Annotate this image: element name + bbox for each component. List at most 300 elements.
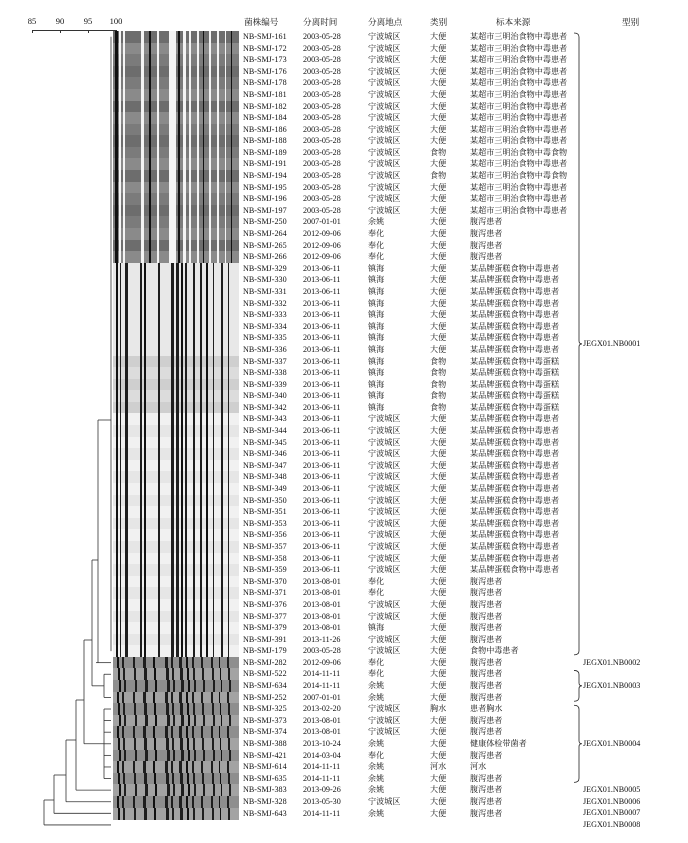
gel-band <box>176 634 179 646</box>
gel-band <box>157 135 159 147</box>
gel-lane <box>113 390 239 402</box>
gel-band <box>228 622 229 634</box>
gel-band <box>209 182 211 194</box>
gel-band <box>206 286 208 298</box>
gel-band <box>149 205 151 217</box>
gel-band <box>158 274 160 286</box>
gel-band <box>181 506 183 518</box>
gel-band <box>213 321 214 333</box>
isolation-place-cell: 宁波城区 <box>368 426 401 436</box>
gel-band <box>120 390 121 402</box>
gel-band <box>225 89 226 101</box>
gel-band <box>122 692 124 704</box>
gel-band <box>231 193 232 205</box>
strain-id-cell: NB-SMJ-346 <box>243 449 287 459</box>
gel-band <box>228 367 229 379</box>
gel-band <box>203 135 204 147</box>
gel-band <box>193 738 195 750</box>
gel-band <box>120 576 121 588</box>
isolation-date-cell: 2013-06-11 <box>303 379 341 389</box>
sample-source-cell: 某品牌蛋糕食物中毒蛋糕 <box>470 368 560 378</box>
gel-band <box>144 425 146 437</box>
gel-lane <box>113 715 239 727</box>
strain-id-cell: NB-SMJ-197 <box>243 205 287 215</box>
gel-lane <box>113 726 239 738</box>
gel-band <box>158 483 160 495</box>
gel-band <box>117 657 119 669</box>
gel-band <box>125 379 128 391</box>
gel-band <box>200 298 202 310</box>
gel-band <box>193 471 195 483</box>
isolation-date-cell: 2013-06-11 <box>303 507 341 517</box>
gel-band <box>181 622 183 634</box>
gel-lane <box>113 135 239 147</box>
gel-band <box>183 101 186 113</box>
gel-band <box>193 645 195 657</box>
gel-band <box>116 437 118 449</box>
isolation-place-cell: 宁波城区 <box>368 55 401 65</box>
gel-band <box>171 576 174 588</box>
gel-band <box>186 726 188 738</box>
sample-source-cell: 某超市三明治食物中毒患者 <box>470 159 568 169</box>
gel-band <box>189 228 191 240</box>
gel-band <box>193 541 195 553</box>
gel-band <box>189 240 191 252</box>
gel-lane <box>113 147 239 159</box>
gel-band <box>183 205 186 217</box>
gel-band <box>153 657 155 669</box>
gel-band <box>158 645 160 657</box>
gel-band <box>197 216 199 228</box>
isolation-date-cell: 2013-06-11 <box>303 495 341 505</box>
type-label: JEGX01.NB0007 <box>583 808 641 818</box>
gel-band <box>185 437 187 449</box>
isolation-date-cell: 2013-05-30 <box>303 796 341 806</box>
gel-band <box>173 101 176 113</box>
sample-category-cell: 大便 <box>430 321 447 331</box>
gel-band <box>193 437 195 449</box>
gel-band <box>119 182 121 194</box>
strain-id-cell: NB-SMJ-250 <box>243 217 287 227</box>
gel-band <box>144 437 146 449</box>
gel-band <box>119 205 121 217</box>
gel-band <box>176 611 179 623</box>
gel-band <box>144 367 146 379</box>
gel-band <box>176 576 179 588</box>
gel-band <box>176 425 179 437</box>
gel-band <box>167 784 170 796</box>
gel-band <box>221 611 223 623</box>
gel-band <box>149 77 151 89</box>
gel-band <box>125 553 128 565</box>
sample-category-cell: 大便 <box>430 692 447 702</box>
isolation-place-cell: 宁波城区 <box>368 541 401 551</box>
gel-band <box>120 564 121 576</box>
isolation-date-cell: 2013-08-01 <box>303 727 341 737</box>
gel-band <box>171 506 174 518</box>
gel-band <box>181 715 184 727</box>
sample-source-cell: 腹泻患者 <box>470 576 503 586</box>
gel-band <box>189 77 191 89</box>
sample-category-cell: 食物 <box>430 368 447 378</box>
gel-band <box>135 784 137 796</box>
gel-band <box>144 808 147 820</box>
gel-band <box>173 147 176 159</box>
gel-band <box>125 576 128 588</box>
gel-band <box>203 182 204 194</box>
isolation-place-cell: 宁波城区 <box>368 518 401 528</box>
gel-band <box>183 193 186 205</box>
strain-id-cell: NB-SMJ-348 <box>243 472 287 482</box>
gel-band <box>200 529 202 541</box>
gel-band <box>181 611 183 623</box>
isolation-date-cell: 2013-08-01 <box>303 715 341 725</box>
isolation-place-cell: 余姚 <box>368 762 385 772</box>
sample-source-cell: 某超市三明治食物中毒患者 <box>470 32 568 41</box>
gel-band <box>117 726 119 738</box>
isolation-place-cell: 宁波城区 <box>368 449 401 459</box>
gel-band <box>200 286 202 298</box>
strain-id-cell: NB-SMJ-196 <box>243 194 287 204</box>
gel-band <box>221 518 223 530</box>
sample-category-cell: 大便 <box>430 565 447 575</box>
gel-band <box>120 622 121 634</box>
isolation-date-cell: 2003-05-28 <box>303 205 341 215</box>
gel-band <box>125 518 128 530</box>
gel-band <box>171 437 174 449</box>
isolation-date-cell: 2014-11-11 <box>303 669 341 679</box>
gel-band <box>120 367 121 379</box>
gel-band <box>194 784 196 796</box>
gel-band <box>206 298 208 310</box>
gel-band <box>209 135 211 147</box>
gel-band <box>220 738 221 750</box>
isolation-date-cell: 2003-05-28 <box>303 113 341 123</box>
isolation-place-cell: 宁波城区 <box>368 472 401 482</box>
gel-band <box>115 112 118 124</box>
gel-lane <box>113 460 239 472</box>
gel-band <box>171 761 173 773</box>
strain-id-cell: NB-SMJ-377 <box>243 611 287 621</box>
gel-band <box>219 726 220 738</box>
sample-source-cell: 腹泻患者 <box>470 681 503 691</box>
gel-band <box>119 124 121 136</box>
gel-band <box>200 460 202 472</box>
gel-band <box>124 750 126 762</box>
strain-id-cell: NB-SMJ-178 <box>243 78 287 88</box>
gel-band <box>141 124 144 136</box>
gel-band <box>158 506 160 518</box>
gel-band <box>141 101 144 113</box>
gel-band <box>144 286 146 298</box>
gel-band <box>185 460 187 472</box>
isolation-place-cell: 奉化 <box>368 252 385 262</box>
isolation-place-cell: 镇海 <box>368 391 385 401</box>
sample-category-cell: 大便 <box>430 194 447 204</box>
gel-band <box>123 170 125 182</box>
gel-band <box>116 599 118 611</box>
gel-band <box>140 356 142 368</box>
strain-id-cell: NB-SMJ-522 <box>243 669 287 679</box>
gel-band <box>228 541 229 553</box>
gel-lane <box>113 541 239 553</box>
gel-band <box>185 344 187 356</box>
gel-band <box>231 124 232 136</box>
header-strain-id: 菌株编号 <box>244 18 279 28</box>
gel-band <box>209 240 211 252</box>
gel-band <box>197 170 199 182</box>
gel-band <box>200 379 202 391</box>
gel-band <box>219 761 220 773</box>
sample-source-cell: 某超市三明治食物中毒患者 <box>470 78 568 88</box>
strain-id-cell: NB-SMJ-181 <box>243 89 287 99</box>
gel-band <box>116 518 118 530</box>
gel-band <box>171 529 174 541</box>
isolation-date-cell: 2012-09-06 <box>303 240 341 250</box>
gel-band <box>181 390 183 402</box>
gel-band <box>144 541 146 553</box>
sample-source-cell: 某超市三明治食物中毒患者 <box>470 182 568 192</box>
gel-band <box>206 564 208 576</box>
gel-band <box>116 634 118 646</box>
isolation-date-cell: 2003-05-28 <box>303 32 341 41</box>
sample-category-cell: 河水 <box>430 762 447 772</box>
gel-lane <box>113 668 239 680</box>
gel-band <box>200 344 202 356</box>
gel-band <box>176 622 179 634</box>
gel-band <box>203 228 204 240</box>
gel-band <box>140 379 142 391</box>
gel-band <box>158 529 160 541</box>
gel-band <box>228 634 229 646</box>
gel-band <box>179 761 182 773</box>
gel-band <box>144 298 146 310</box>
gel-band <box>206 495 208 507</box>
isolation-date-cell: 2013-06-11 <box>303 344 341 354</box>
isolation-place-cell: 宁波城区 <box>368 89 401 99</box>
sample-category-cell: 大便 <box>430 460 447 470</box>
isolation-place-cell: 宁波城区 <box>368 159 401 169</box>
gel-band <box>171 483 174 495</box>
gel-band <box>200 425 202 437</box>
gel-band <box>185 553 187 565</box>
strain-id-cell: NB-SMJ-252 <box>243 692 287 702</box>
gel-band <box>116 622 118 634</box>
gel-band <box>200 645 202 657</box>
gel-band <box>144 471 146 483</box>
gel-band <box>221 645 223 657</box>
gel-band <box>115 158 118 170</box>
gel-band <box>115 182 118 194</box>
gel-band <box>189 66 191 78</box>
gel-band <box>181 460 183 472</box>
sample-source-cell: 腹泻患者 <box>470 634 503 644</box>
gel-band <box>133 761 135 773</box>
sample-source-cell: 某品牌蛋糕食物中毒患者 <box>470 414 560 424</box>
gel-band <box>141 147 144 159</box>
gel-band <box>227 726 229 738</box>
gel-band <box>123 54 125 66</box>
gel-band <box>125 599 128 611</box>
gel-band <box>209 147 211 159</box>
gel-band <box>206 611 208 623</box>
gel-band <box>125 611 128 623</box>
gel-band <box>119 240 121 252</box>
gel-band <box>213 784 215 796</box>
gel-band <box>141 43 144 55</box>
gel-band <box>193 622 195 634</box>
strain-id-cell: NB-SMJ-342 <box>243 402 287 412</box>
gel-band <box>181 437 183 449</box>
gel-band <box>231 147 232 159</box>
strain-id-cell: NB-SMJ-340 <box>243 391 287 401</box>
isolation-place-cell: 镇海 <box>368 298 385 308</box>
gel-band <box>115 170 118 182</box>
gel-band <box>228 309 229 321</box>
gel-band <box>119 147 121 159</box>
gel-band <box>213 622 214 634</box>
isolation-place-cell: 宁波城区 <box>368 414 401 424</box>
gel-band <box>217 228 219 240</box>
type-bracket <box>574 33 582 655</box>
gel-band <box>158 634 160 646</box>
gel-band <box>120 553 121 565</box>
gel-band <box>213 471 214 483</box>
gel-band <box>118 773 120 785</box>
gel-band <box>225 147 226 159</box>
sample-source-cell: 某品牌蛋糕食物中毒患者 <box>470 286 560 296</box>
gel-band <box>149 124 151 136</box>
gel-band <box>158 587 160 599</box>
gel-band <box>221 587 223 599</box>
gel-band <box>217 216 219 228</box>
sample-source-cell: 某品牌蛋糕食物中毒患者 <box>470 553 560 563</box>
gel-band <box>206 599 208 611</box>
gel-band <box>185 564 187 576</box>
gel-lane <box>113 263 239 275</box>
gel-band <box>213 379 214 391</box>
gel-band <box>149 147 151 159</box>
gel-band <box>119 750 121 762</box>
gel-band <box>172 703 174 715</box>
gel-band <box>219 692 220 704</box>
gel-band <box>140 274 142 286</box>
sample-category-cell: 大便 <box>430 796 447 806</box>
gel-band <box>144 274 146 286</box>
gel-band <box>213 529 214 541</box>
sample-category-cell: 食物 <box>430 391 447 401</box>
gel-band <box>155 715 157 727</box>
gel-band <box>213 576 214 588</box>
gel-band <box>185 413 187 425</box>
gel-band <box>176 263 179 275</box>
gel-band <box>181 576 183 588</box>
gel-lane <box>113 367 239 379</box>
gel-lane <box>113 54 239 66</box>
gel-band <box>193 495 195 507</box>
gel-band <box>120 495 121 507</box>
gel-band <box>140 286 142 298</box>
gel-band <box>140 298 142 310</box>
gel-band <box>135 680 137 692</box>
isolation-place-cell: 宁波城区 <box>368 124 401 134</box>
gel-band <box>157 205 159 217</box>
gel-band <box>178 158 180 170</box>
gel-band <box>201 657 203 669</box>
gel-band <box>179 726 182 738</box>
gel-band <box>173 193 176 205</box>
gel-band <box>228 495 229 507</box>
gel-band <box>120 344 121 356</box>
gel-lane <box>113 356 239 368</box>
gel-band <box>181 274 183 286</box>
gel-band <box>206 309 208 321</box>
gel-band <box>140 495 142 507</box>
gel-band <box>149 135 151 147</box>
gel-band <box>125 634 128 646</box>
strain-id-cell: NB-SMJ-265 <box>243 240 287 250</box>
gel-band <box>149 54 151 66</box>
gel-lane <box>113 240 239 252</box>
gel-band <box>197 77 199 89</box>
sample-source-cell: 某品牌蛋糕食物中毒患者 <box>470 449 560 459</box>
isolation-date-cell: 2003-05-28 <box>303 124 341 134</box>
gel-band <box>185 645 187 657</box>
gel-band <box>231 135 232 147</box>
gel-band <box>220 773 221 785</box>
isolation-date-cell: 2013-10-24 <box>303 738 341 748</box>
gel-band <box>181 286 183 298</box>
gel-band <box>221 390 223 402</box>
strain-id-cell: NB-SMJ-634 <box>243 681 287 691</box>
gel-band <box>185 576 187 588</box>
isolation-place-cell: 余姚 <box>368 738 385 748</box>
gel-band <box>155 680 157 692</box>
gel-band <box>221 622 223 634</box>
gel-band <box>116 645 118 657</box>
isolation-place-cell: 镇海 <box>368 286 385 296</box>
gel-band <box>200 448 202 460</box>
isolation-date-cell: 2014-11-11 <box>303 808 341 818</box>
gel-band <box>213 645 214 657</box>
isolation-place-cell: 奉化 <box>368 669 385 679</box>
gel-lane <box>113 332 239 344</box>
gel-band <box>221 634 223 646</box>
gel-band <box>206 576 208 588</box>
gel-band <box>173 124 176 136</box>
type-label: JEGX01.NB0001 <box>583 338 641 348</box>
gel-lane <box>113 611 239 623</box>
gel-band <box>123 66 125 78</box>
sample-category-cell: 大便 <box>430 773 447 783</box>
sample-category-cell: 大便 <box>430 484 447 493</box>
gel-band <box>133 692 135 704</box>
gel-band <box>158 344 160 356</box>
gel-band <box>181 344 183 356</box>
gel-band <box>141 182 144 194</box>
gel-band <box>143 726 146 738</box>
gel-band <box>203 216 204 228</box>
gel-band <box>221 460 223 472</box>
gel-band <box>140 576 142 588</box>
gel-band <box>200 599 202 611</box>
gel-band <box>193 553 195 565</box>
gel-band <box>231 170 232 182</box>
gel-band <box>225 101 226 113</box>
sample-category-cell: 大便 <box>430 669 447 679</box>
gel-band <box>140 529 142 541</box>
gel-lane <box>113 379 239 391</box>
